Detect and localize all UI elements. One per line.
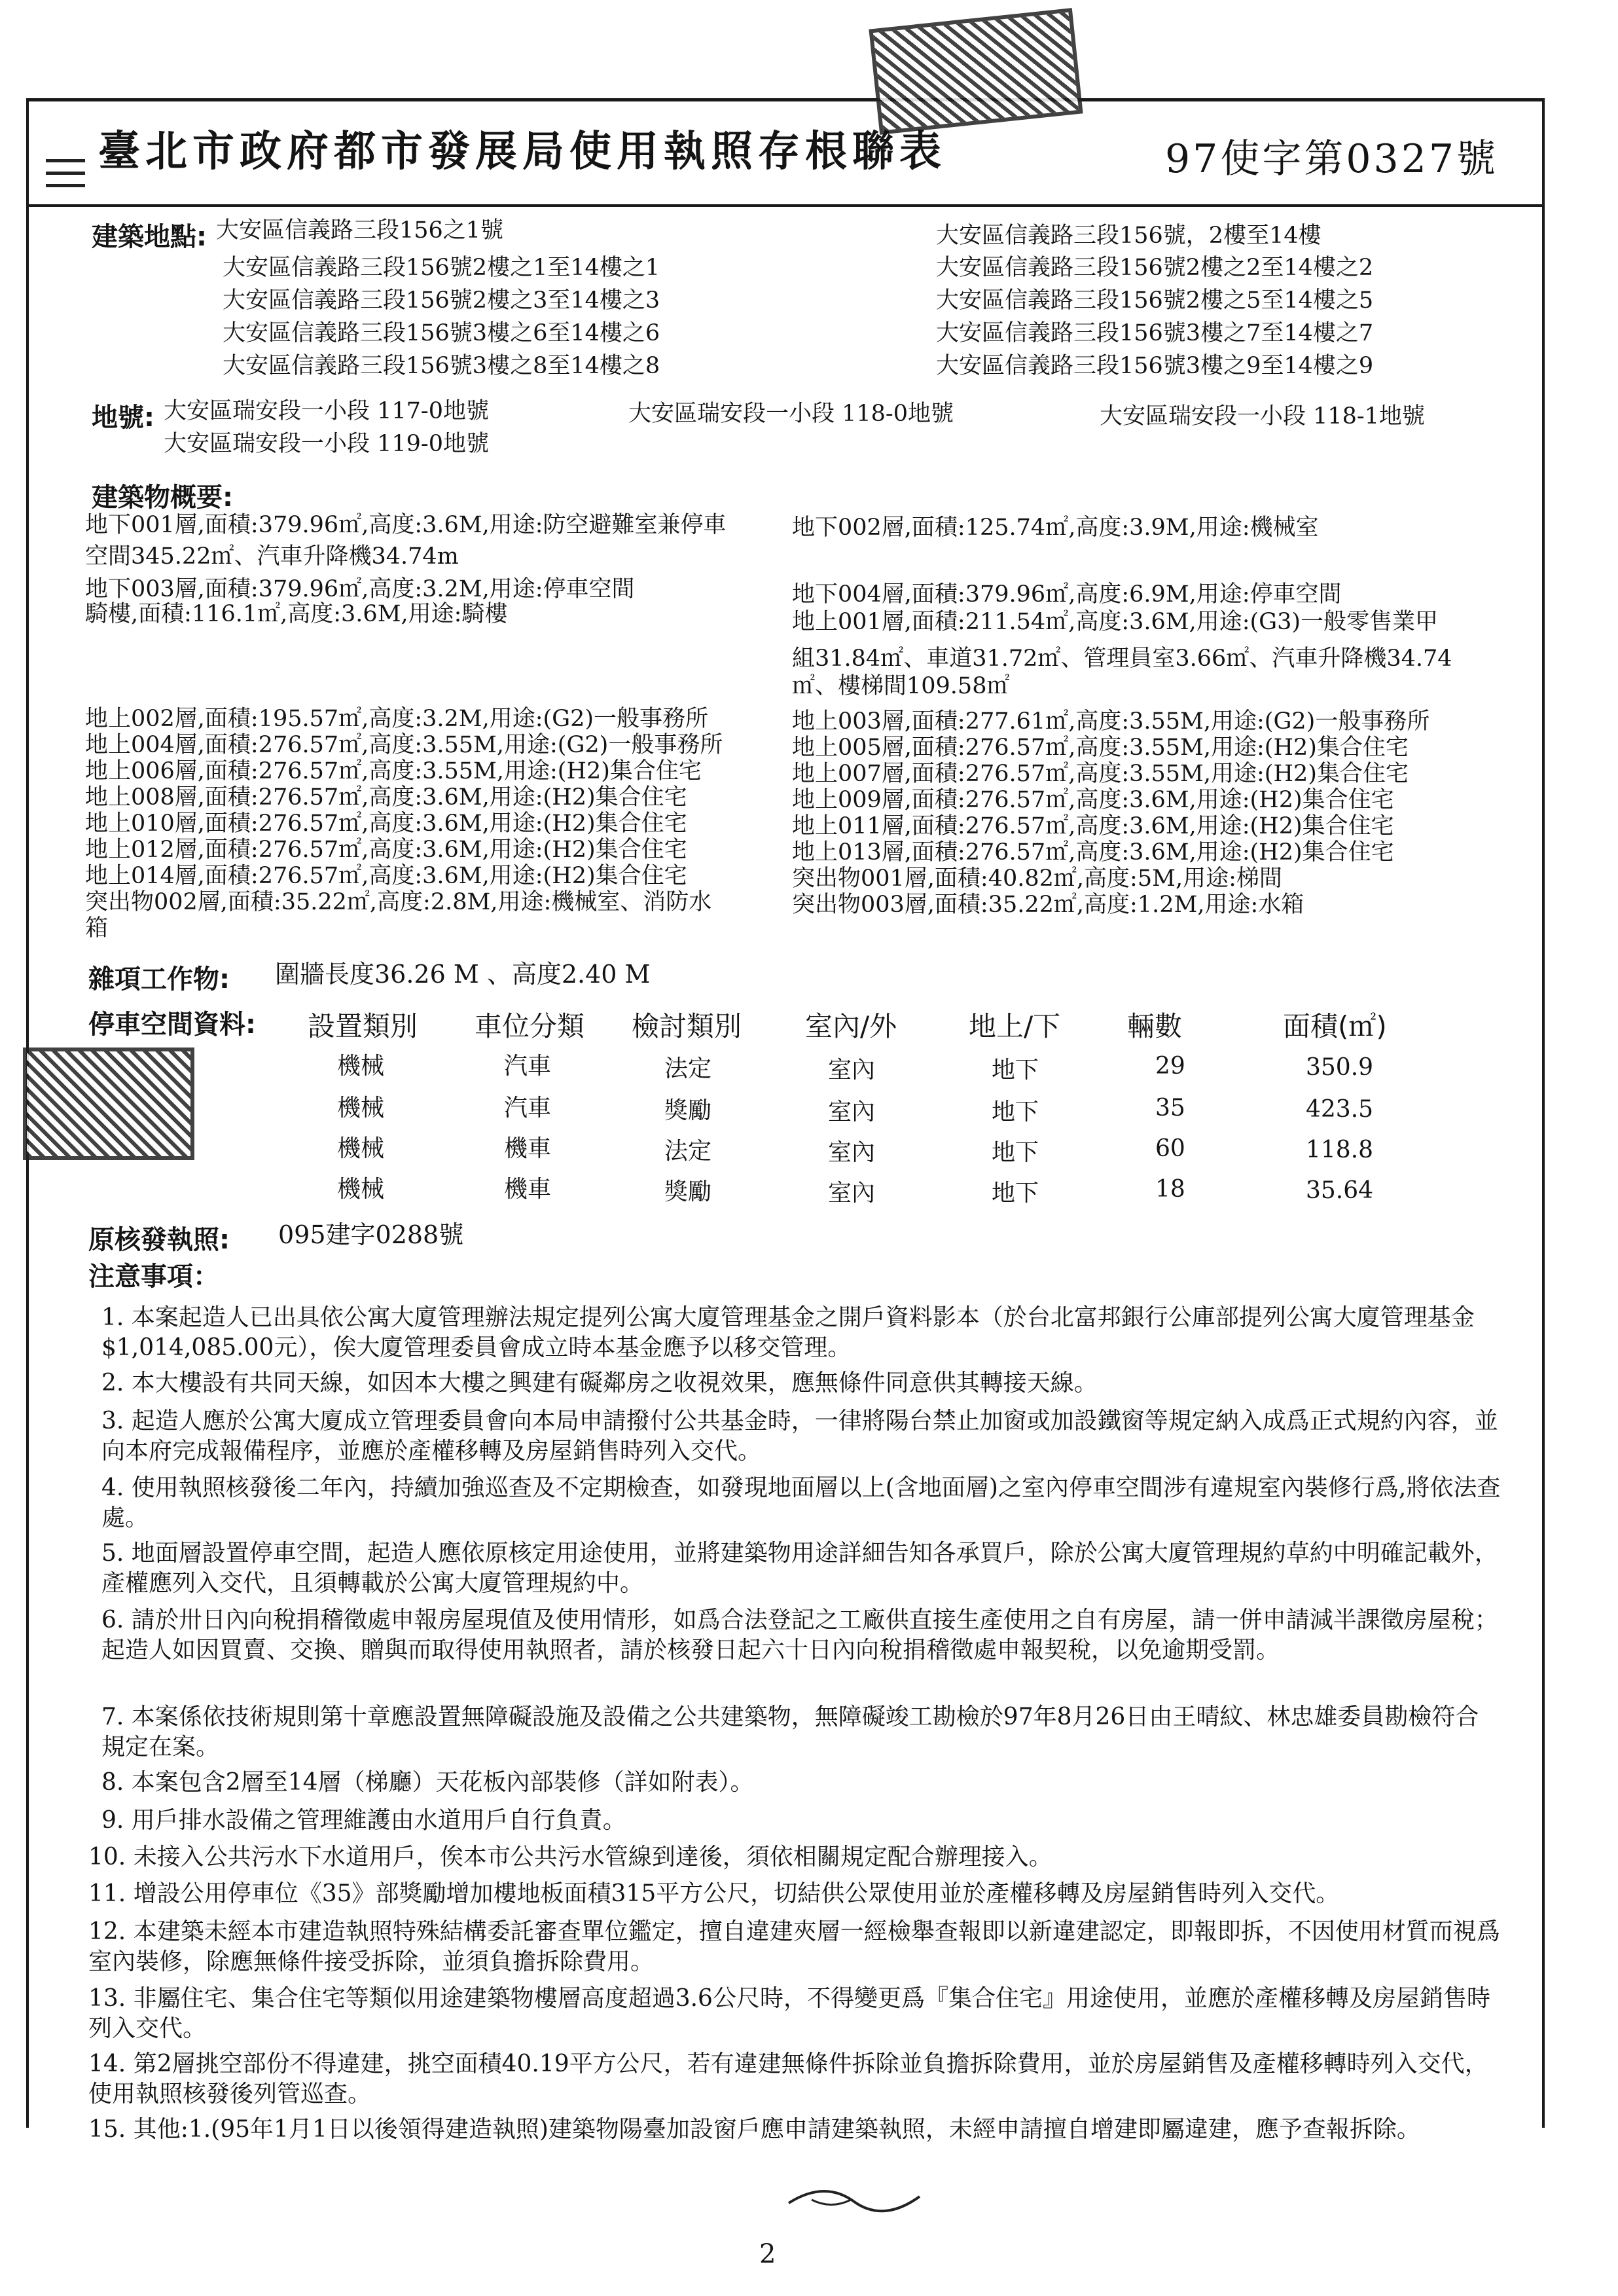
seal-stamp-top (869, 8, 1083, 135)
floor-line: 地上008層,面積:276.57㎡,高度:3.6M,用途:(H2)集合住宅 (85, 784, 687, 811)
overview-line: ㎡、樓梯間109.58㎡ (792, 673, 1010, 699)
parking-cell: 獎勵 (664, 1178, 712, 1205)
parking-cell: 室內 (828, 1180, 876, 1207)
location-line: 大安區信義路三段156號3樓之8至14樓之8 (223, 353, 660, 379)
floor-line: 地上003層,面積:277.61㎡,高度:3.55M,用途:(G2)一般事務所 (792, 708, 1430, 735)
location-line: 大安區信義路三段156號2樓之2至14樓之2 (936, 255, 1374, 281)
parking-cell: 汽車 (504, 1053, 552, 1080)
misc-work-value: 圍牆長度36.26 M 、高度2.40 M (275, 960, 651, 989)
parking-cell: 60 (1155, 1135, 1185, 1162)
note-item: 10. 未接入公共污水下水道用戶，俟本市公共污水管線到達後，須依相關規定配合辦理接入。 (88, 1844, 1052, 1870)
floor-line: 地上013層,面積:276.57㎡,高度:3.6M,用途:(H2)集合住宅 (792, 839, 1394, 866)
floor-line: 地上014層,面積:276.57㎡,高度:3.6M,用途:(H2)集合住宅 (85, 863, 687, 889)
parking-cell: 350.9 (1306, 1054, 1374, 1081)
floor-line: 突出物003層,面積:35.22㎡,高度:1.2M,用途:水箱 (792, 892, 1304, 918)
location-line: 大安區信義路三段156號2樓之5至14樓之5 (936, 287, 1374, 314)
lot-number: 大安區瑞安段一小段 118-1地號 (1100, 403, 1426, 429)
note-item: 7. 本案係依技術規則第十章應設置無障礙設施及設備之公共建築物，無障礙竣工勘檢於97年8月26日由王晴紋、林忠雄委員勘檢符合規定在案。 (101, 1704, 1479, 1760)
overview-line: 組31.84㎡、車道31.72㎡、管理員室3.66㎡、汽車升降機34.74 (792, 646, 1452, 672)
lot-label: 地號: (92, 403, 154, 433)
document-title: 臺北市政府都市發展局使用執照存根聯表 (98, 127, 946, 176)
lot-number: 大安區瑞安段一小段 118-0地號 (628, 401, 954, 427)
parking-cell: 29 (1155, 1053, 1185, 1080)
parking-header: 室內/外 (805, 1010, 897, 1042)
parking-cell: 機械 (337, 1176, 385, 1203)
overview-line: 地下002層,面積:125.74㎡,高度:3.9M,用途:機械室 (792, 515, 1319, 541)
note-item: 4. 使用執照核發後二年內，持續加強巡查及不定期檢查，如發現地面層以上(含地面層)之室內停車空間涉有違規室內裝修行爲,將依法查處。 (101, 1474, 1501, 1531)
parking-cell: 地下 (992, 1139, 1039, 1166)
note-item: 6. 請於卅日內向稅捐稽徵處申報房屋現值及使用情形，如爲合法登記之工廠供直接生產使用之自有房屋，請一併申請減半課徵房屋稅；起造人如因買賣、交換、贈與而取得使用執照者，請於核發日起六十日內向稅捐稽徵處申報契稅，以免逾期受罰。 (101, 1607, 1498, 1664)
parking-cell: 地下 (992, 1099, 1039, 1125)
note-item: 12. 本建築未經本市建造執照特殊結構委託審查單位鑑定，擅自違建夾層一經檢舉查報即以新違建認定，即報即拆，不因使用材質而視爲室內裝修，除應無條件接受拆除，並須負擔拆除費用。 (88, 1918, 1500, 1975)
location-line: 大安區信義路三段156號2樓之1至14樓之1 (223, 255, 660, 281)
notes-label: 注意事項： (88, 1262, 219, 1292)
parking-header: 輛數 (1127, 1010, 1183, 1042)
lot-number: 大安區瑞安段一小段 117-0地號 (164, 398, 490, 424)
floor-line: 地上002層,面積:195.57㎡,高度:3.2M,用途:(G2)一般事務所 (85, 706, 709, 732)
location-line: 大安區信義路三段156號3樓之6至14樓之6 (223, 320, 660, 346)
overview-line: 空間345.22㎡、汽車升降機34.74m (85, 543, 459, 570)
parking-cell: 獎勵 (664, 1097, 712, 1124)
misc-work-label: 雜項工作物: (88, 964, 230, 994)
parking-cell: 35 (1155, 1095, 1185, 1121)
parking-cell: 法定 (664, 1055, 712, 1082)
parking-cell: 室內 (828, 1057, 876, 1084)
note-item: 13. 非屬住宅、集合住宅等類似用途建築物樓層高度超過3.6公尺時，不得變更爲『集合住宅』用途使用，並應於產權移轉及房屋銷售時列入交代。 (88, 1985, 1490, 2042)
parking-header: 檢討類別 (632, 1010, 742, 1042)
location-line: 大安區信義路三段156之1號 (216, 217, 504, 244)
parking-header: 設置類別 (308, 1010, 418, 1042)
overview-line: 地下001層,面積:379.96㎡,高度:3.6M,用途:防空避難室兼停車 (85, 512, 727, 538)
parking-cell: 機車 (504, 1176, 552, 1203)
parking-cell: 35.64 (1306, 1177, 1374, 1204)
floor-line: 地上007層,面積:276.57㎡,高度:3.55M,用途:(H2)集合住宅 (792, 761, 1409, 787)
footer-flourish (785, 2177, 923, 2223)
original-permit-label: 原核發執照: (88, 1225, 230, 1255)
location-line: 大安區信義路三段156號3樓之7至14樓之7 (936, 320, 1374, 346)
floor-line: 地上012層,面積:276.57㎡,高度:3.6M,用途:(H2)集合住宅 (85, 837, 687, 863)
floor-line: 地上011層,面積:276.57㎡,高度:3.6M,用途:(H2)集合住宅 (792, 813, 1394, 839)
note-item: 11. 增設公用停車位《35》部獎勵增加樓地板面積315平方公尺，切結供公眾使用並於產權移轉及房屋銷售時列入交代。 (88, 1880, 1340, 1907)
parking-label: 停車空間資料: (88, 1010, 256, 1040)
note-item: 14. 第2層挑空部份不得違建，挑空面積40.19平方公尺，若有違建無條件拆除並負擔拆除費用，並於房屋銷售及產權移轉時列入交代，使用執照核發後列管巡查。 (88, 2050, 1488, 2107)
floor-line: 地上009層,面積:276.57㎡,高度:3.6M,用途:(H2)集合住宅 (792, 787, 1394, 813)
parking-cell: 機車 (504, 1135, 552, 1162)
overview-line: 騎樓,面積:116.1㎡,高度:3.6M,用途:騎樓 (85, 601, 508, 627)
seal-stamp-left (23, 1048, 194, 1160)
location-line: 大安區信義路三段156號，2樓至14樓 (936, 223, 1321, 249)
lot-number: 大安區瑞安段一小段 119-0地號 (164, 431, 490, 457)
floor-line: 地上004層,面積:276.57㎡,高度:3.55M,用途:(G2)一般事務所 (85, 732, 723, 758)
parking-cell: 法定 (664, 1138, 712, 1165)
parking-cell: 機械 (337, 1095, 385, 1121)
parking-cell: 室內 (828, 1139, 876, 1166)
page-number: 2 (759, 2239, 776, 2269)
parking-cell: 機械 (337, 1053, 385, 1080)
overview-label: 建築物概要: (92, 483, 233, 513)
original-permit-value: 095建字0288號 (278, 1220, 464, 1249)
parking-cell: 423.5 (1306, 1096, 1374, 1123)
location-label: 建築地點: (92, 222, 207, 252)
overview-line: 地上001層,面積:211.54㎡,高度:3.6M,用途:(G3)一般零售業甲 (792, 609, 1439, 635)
location-line: 大安區信義路三段156號3樓之9至14樓之9 (936, 353, 1374, 379)
permit-number: 97使字第0327號 (1165, 136, 1499, 182)
note-item: 5. 地面層設置停車空間，起造人應依原核定用途使用，並將建築物用途詳細告知各承買戶，除於公寓大廈管理規約草約中明確記載外，產權應列入交代，且須轉載於公寓大廈管理規約中。 (101, 1540, 1498, 1597)
edge-mark-2 (46, 172, 85, 175)
floor-line: 箱 (85, 915, 109, 941)
note-item: 1. 本案起造人已出具依公寓大廈管理辦法規定提列公寓大廈管理基金之開戶資料影本（於台北富邦銀行公庫部提列公寓大廈管理基金$1,014,085.00元），俟大廈管理委員會成立時本基金應予以移交管理。 (101, 1304, 1475, 1361)
location-line: 大安區信義路三段156號2樓之3至14樓之3 (223, 287, 660, 314)
parking-cell: 地下 (992, 1180, 1039, 1207)
floor-line: 地上006層,面積:276.57㎡,高度:3.55M,用途:(H2)集合住宅 (85, 758, 702, 784)
parking-cell: 室內 (828, 1099, 876, 1125)
note-item: 15. 其他:1.(95年1月1日以後領得建造執照)建築物陽臺加設窗戶應申請建築執照，未經申請擅自增建即屬違建，應予查報拆除。 (88, 2116, 1420, 2143)
parking-header: 地上/下 (969, 1010, 1061, 1042)
parking-cell: 地下 (992, 1057, 1039, 1084)
overview-line: 地下004層,面積:379.96㎡,高度:6.9M,用途:停車空間 (792, 581, 1342, 608)
edge-mark-3 (46, 184, 85, 187)
parking-header: 車位分類 (475, 1010, 585, 1042)
floor-line: 地上005層,面積:276.57㎡,高度:3.55M,用途:(H2)集合住宅 (792, 735, 1409, 761)
frame-top-border (26, 98, 1545, 101)
note-item: 2. 本大樓設有共同天線，如因本大樓之興建有礙鄰房之收視效果，應無條件同意供其轉接天線。 (101, 1370, 1098, 1396)
overview-line: 地下003層,面積:379.96㎡,高度:3.2M,用途:停車空間 (85, 576, 635, 602)
edge-mark-1 (46, 159, 85, 162)
floor-line: 突出物001層,面積:40.82㎡,高度:5M,用途:梯間 (792, 866, 1282, 892)
floor-line: 突出物002層,面積:35.22㎡,高度:2.8M,用途:機械室、消防水 (85, 889, 712, 915)
note-item: 9. 用戶排水設備之管理維護由水道用戶自行負責。 (101, 1807, 626, 1834)
floor-line: 地上010層,面積:276.57㎡,高度:3.6M,用途:(H2)集合住宅 (85, 811, 687, 837)
header-divider (26, 204, 1545, 207)
frame-right-border (1542, 98, 1545, 2128)
note-item: 3. 起造人應於公寓大廈成立管理委員會向本局申請撥付公共基金時，一律將陽台禁止加窗或加設鐵窗等規定納入成爲正式規約內容，並向本府完成報備程序，並應於產權移轉及房屋銷售時列入交代。 (101, 1408, 1498, 1465)
parking-cell: 機械 (337, 1135, 385, 1162)
parking-cell: 18 (1155, 1176, 1185, 1203)
parking-header: 面積(㎡) (1283, 1010, 1387, 1042)
parking-cell: 118.8 (1306, 1137, 1374, 1163)
parking-cell: 汽車 (504, 1095, 552, 1121)
note-item: 8. 本案包含2層至14層（梯廳）天花板內部裝修（詳如附表）。 (101, 1769, 754, 1796)
